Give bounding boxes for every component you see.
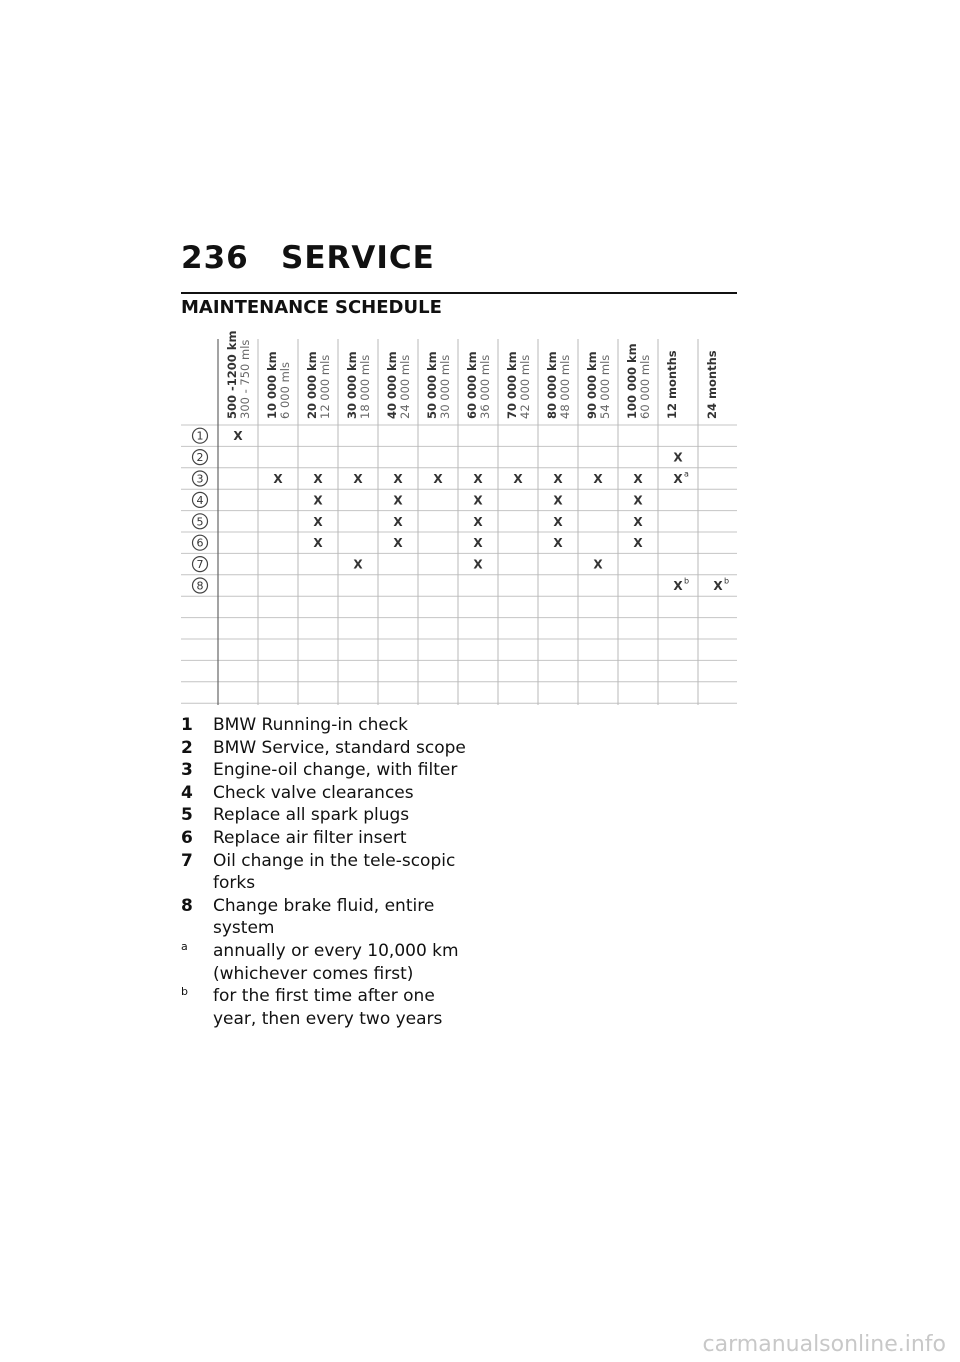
column-header-interval: 10 000 km <box>265 351 279 419</box>
schedule-mark: X <box>593 557 603 572</box>
legend-key: 1 <box>181 715 193 735</box>
schedule-mark: X <box>633 514 643 529</box>
schedule-mark: X <box>473 514 483 529</box>
schedule-mark: X <box>393 514 403 529</box>
row-number: 6 <box>196 536 204 550</box>
legend-text: Engine-oil change, with filter <box>213 760 458 781</box>
page-subtitle: MAINTENANCE SCHEDULE <box>181 297 442 318</box>
legend-item-2 <box>181 737 481 760</box>
column-header-interval: 60 000 km <box>465 351 479 419</box>
column-header-miles: 300 - 750 mls <box>238 339 252 419</box>
legend-item-5 <box>181 804 481 827</box>
column-header-interval: 12 months <box>665 350 679 419</box>
row-number: 8 <box>196 579 204 593</box>
schedule-mark: X <box>473 557 483 572</box>
row-number: 3 <box>196 472 204 486</box>
schedule-mark-footnote: b <box>684 576 690 586</box>
column-header-interval: 100 000 km <box>625 343 639 419</box>
legend-list <box>181 714 481 1030</box>
legend-text: annually or every 10,000 km (whichever comes first) <box>213 940 459 984</box>
column-header-interval: 50 000 km <box>425 351 439 419</box>
legend-key: 2 <box>181 737 193 758</box>
legend-item-7 <box>181 850 481 895</box>
legend-item-6 <box>181 827 481 850</box>
column-header-miles: 60 000 mls <box>638 354 652 419</box>
maintenance-schedule-table <box>181 325 737 705</box>
schedule-mark: X <box>473 472 483 486</box>
schedule-mark: X <box>473 536 483 551</box>
legend-item-1 <box>181 714 481 737</box>
schedule-mark: X <box>673 579 683 593</box>
schedule-mark: X <box>713 579 723 593</box>
legend-text: Oil change in the tele-scopic forks <box>213 850 456 894</box>
legend-key: 7 <box>181 850 193 871</box>
legend-key: 3 <box>181 760 193 781</box>
section-title: SERVICE <box>281 240 435 276</box>
legend-text: BMW Service, standard scope <box>213 737 466 758</box>
column-header-interval: 80 000 km <box>545 351 559 419</box>
legend-key: 8 <box>181 895 193 916</box>
legend-footnote-a <box>181 940 481 985</box>
legend-text: Change brake fluid, entire system <box>213 895 435 939</box>
schedule-mark: X <box>353 472 363 486</box>
column-header-miles: 24 000 mls <box>398 354 412 419</box>
legend-text: Replace air filter insert <box>213 827 407 848</box>
schedule-mark: X <box>673 450 683 465</box>
legend-text: Replace all spark plugs <box>213 805 410 826</box>
legend-text: Check valve clearances <box>213 782 414 803</box>
schedule-mark: X <box>313 514 323 529</box>
column-header-interval: 500 -1200 km <box>225 330 239 419</box>
row-number: 2 <box>196 451 204 465</box>
legend-item-4 <box>181 782 481 805</box>
schedule-mark: X <box>473 493 483 508</box>
footnote-marker: b <box>181 985 188 999</box>
schedule-mark: X <box>393 536 403 551</box>
column-header-interval: 20 000 km <box>305 351 319 419</box>
page-number: 236 <box>181 240 249 276</box>
schedule-mark: X <box>673 472 683 486</box>
row-number: 5 <box>196 515 204 529</box>
header-rule <box>181 292 737 294</box>
schedule-mark: X <box>233 429 243 444</box>
schedule-mark: X <box>553 472 563 486</box>
schedule-mark: X <box>433 472 443 486</box>
schedule-mark: X <box>633 472 643 486</box>
schedule-mark: X <box>313 536 323 551</box>
legend-key: 5 <box>181 805 193 826</box>
watermark: carmanualsonline.info <box>702 1332 946 1357</box>
legend-text: for the first time after one year, then every two years <box>213 986 443 1029</box>
schedule-mark: X <box>313 472 323 486</box>
column-header-interval: 30 000 km <box>345 351 359 419</box>
schedule-mark: X <box>393 472 403 486</box>
column-header-miles: 42 000 mls <box>518 354 532 419</box>
schedule-mark: X <box>633 536 643 551</box>
schedule-mark: X <box>313 493 323 508</box>
legend-item-8 <box>181 895 481 940</box>
schedule-mark: X <box>553 514 563 529</box>
schedule-mark-footnote: a <box>684 469 689 479</box>
schedule-mark: X <box>353 557 363 572</box>
row-number: 7 <box>196 558 204 572</box>
column-header-interval: 24 months <box>705 350 719 419</box>
legend-footnote-b <box>181 985 481 1030</box>
row-number: 1 <box>196 429 204 443</box>
column-header-miles: 48 000 mls <box>558 354 572 419</box>
schedule-mark: X <box>553 536 563 551</box>
schedule-mark-footnote: b <box>724 576 730 586</box>
legend-key: 6 <box>181 827 193 848</box>
schedule-mark: X <box>593 472 603 486</box>
schedule-mark: X <box>553 493 563 508</box>
row-number: 4 <box>196 493 204 507</box>
column-header-miles: 30 000 mls <box>438 354 452 419</box>
legend-item-3 <box>181 759 481 782</box>
schedule-mark: X <box>393 493 403 508</box>
footnote-marker: a <box>181 939 188 953</box>
column-header-miles: 54 000 mls <box>598 354 612 419</box>
legend-text: BMW Running-in check <box>213 715 409 735</box>
schedule-mark: X <box>633 493 643 508</box>
column-header-interval: 70 000 km <box>505 351 519 419</box>
schedule-mark: X <box>513 472 523 486</box>
column-header-miles: 12 000 mls <box>318 354 332 419</box>
legend-key: 4 <box>181 782 193 803</box>
column-header-miles: 36 000 mls <box>478 354 492 419</box>
column-header-interval: 40 000 km <box>385 351 399 419</box>
column-header-miles: 6 000 mls <box>278 362 292 419</box>
column-header-miles: 18 000 mls <box>358 354 372 419</box>
column-header-interval: 90 000 km <box>585 351 599 419</box>
schedule-mark: X <box>273 472 283 486</box>
